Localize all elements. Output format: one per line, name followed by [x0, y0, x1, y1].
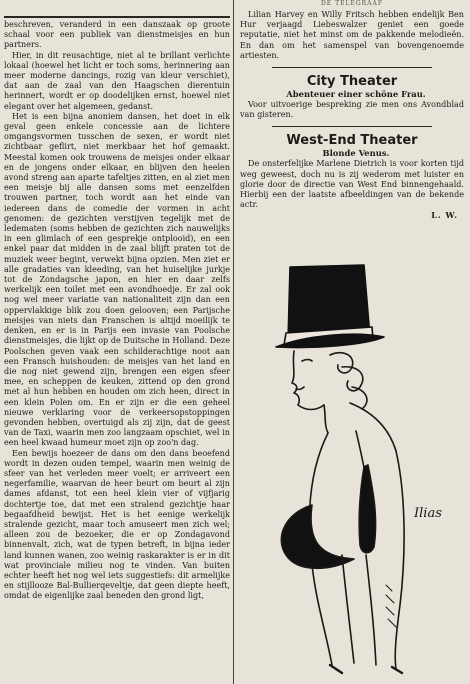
neck-line [324, 405, 328, 433]
westend-theater-text: De onsterfelijke Marlene Dietrich is voor korten tijd weg geweest, doch nu is zij wederom met luister en glorie door de directie van West End binnengehaald. Hierbij een der laatste afbeeldingen van de bekende actr. [240, 159, 464, 210]
column-divider [233, 0, 234, 684]
intro-paragraph: Lilian Harvey en Willy Fritsch hebben endelijk Ben Hur verjaagd Liebeswalzer geniet een goede reputatie, niet het minst om de pakkende melodieën. En dan om het samenspel van bovengenoemde artiesten. [240, 10, 464, 60]
body-right-line [395, 451, 404, 669]
westend-theater-block [240, 133, 464, 220]
left-paragraph-1: beschreven, veranderd in een danszaak op groote schaal voor een publiek van dienstmeisjes en hun partners. [4, 20, 230, 50]
left-paragraph-4: Een bewijs hoezeer de dans om den dans beoefend wordt in dezen ouden tempel, waarin men weinig de sfeer van het verleden meer voelt; er arriveert een negerfamilie, waarvan de heer beurt om beurt al zijn dames afdanst, tot een heel klein vier of vijfjarig dochtertje toe, dat met een stralend gezichtje haar begaafdheid bewijst. Het is het eenige werkelijk stralende gezicht, maar toch amuseert men zich wel; alleen zou de bezoeker, die er op Zondagavond binnenvalt, zich, wat de typen betreft, in bijna ieder land kunnen wanen, zoo weinig raskarakter is er in dit wat provinciale milieu nog te vinden. Van buiten echter heeft het nog wel iets suggestiefs: dit armelijke en stijllooze Bal-Bullierqeveltje, dat geen diepte heeft, omdat de eigenlijke zaal beneden den grond ligt, [4, 448, 230, 601]
dress-fold-1 [342, 555, 354, 663]
city-theater-heading: City Theater [306, 74, 398, 90]
artist-signature: Ilias [414, 506, 442, 521]
top-hat-woman-drawing [246, 255, 456, 675]
article-signature: L. W. [431, 210, 458, 221]
city-theater-text: Voor uitvoerige bespreking zie men ons Avondblad van gisteren. [240, 100, 464, 120]
dress-hatching [386, 585, 396, 627]
westend-theater-subheading: Blonde Venus. [322, 148, 390, 159]
city-theater-block [240, 74, 464, 120]
foot-shape [330, 665, 402, 673]
city-theater-subheading: Abenteuer einer schöne Frau. [286, 89, 426, 100]
top-rule [4, 16, 230, 18]
glove-shape [359, 465, 375, 553]
hair-curl-1 [330, 353, 353, 373]
shoulder-line [350, 403, 396, 451]
left-paragraph-3: Het is een bijna anoniem dansen, het doet in elk geval geen enkele concessie aan de lichtere omgangsvormen tusschen de sexen, er wordt niet zichtbaar geflirt, niet merkbaar het hof gemaakt. Meestal komen ook trouwens de meisjes onder elkaar en de jongens onder elkaar, en blijven den heelen avond streng aan aparte tafeltjes zitten, en al ziet men een meisje bij alle dansen soms met eenzelfden trouwen partner, toch wordt aan het einde van iedereen dans de comedie der vormen in acht genomen: de gezichten verstijven tegelijk met de ledematen (soms hebben de gezichten zich nauwelijks in een glimlach of een gesprekje ontplooid), en een enkel paar dat midden in de zaal blijft praten tot de muziek weer begint, verwekt bijna opzien. Men ziet er alle gradaties van kleeding, van het huiselijke jurkje tot de Zondagsche japon, en hier en daar zelfs werkelijk een toilet met een avondhoedje. Er zal ook nog wel meer variatie van nationaliteit zijn dan een oppervlakkige blik zou doen gelooven; een Parijsche meisjes van niets dan Franschen is altijd moeilijk te denken, en er is in Parijs een invasie van Poolsche dienstmeisjes, die lijkt op de Duitsche in Holland. Deze Poolschen geven vaak een schilderachtige noot aan een Fransch huishouden: de meisjes van het land en die nog niet gewend zijn, brengen een eigen sfeer mee, en scheppen de keuken, zittend op den grond met al hun hebben en houden om zich heen, direct in een klein Polen om. En er zijn er die een geheel nieuwe verklaring voor de verkeersopstoppingen gevonden hebben, overtuigd als zij zijn, dat de geest van de Taxi, waarin men zoo langzaam opschiet, wel in een heel kwaad humeur moet zijn op zoo'n dag. [4, 111, 230, 448]
eye-line [302, 360, 312, 362]
section-rule-2 [272, 126, 432, 127]
left-paragraph-2: Hier, in dit reusachtige, niet al te brillant verlichte lokaal (hoewel het licht er toch soms, herinnering aan meer moderne dancings, rozig van kleur verschiet), dat aan de zaal van den Haagschen dierentuin herinnert, wordt er op doodelijken ernst, hoewel niet elegant over het algemeen, gedanst. [4, 50, 230, 111]
intro-block [240, 10, 464, 61]
dress-fold-2 [366, 555, 376, 665]
westend-theater-heading: West-End Theater [286, 133, 418, 149]
section-rule-1 [272, 67, 432, 68]
left-column [4, 20, 230, 680]
right-column [240, 10, 464, 221]
masthead-fragment: DE TELEGRAAF [321, 0, 383, 7]
